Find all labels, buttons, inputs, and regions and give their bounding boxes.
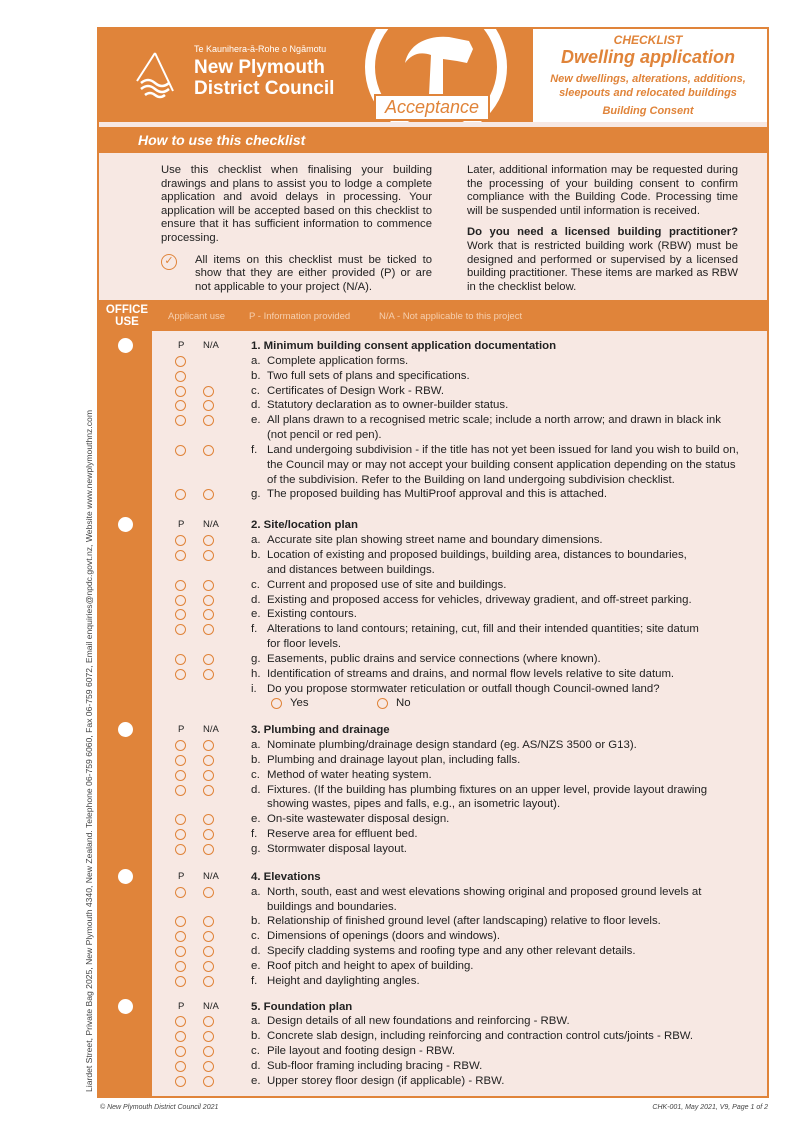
not-applicable-radio[interactable] xyxy=(203,400,214,411)
provided-radio[interactable] xyxy=(175,400,186,411)
item-letter: c. xyxy=(251,930,260,943)
item-letter: d. xyxy=(251,1059,261,1072)
checklist-section xyxy=(99,339,767,502)
checklist-item-continued xyxy=(99,563,767,578)
item-letter: f. xyxy=(251,443,258,456)
section-header xyxy=(99,339,767,354)
checklist-form xyxy=(97,27,769,1098)
provided-radio[interactable] xyxy=(175,609,186,620)
provided-radio[interactable] xyxy=(175,654,186,665)
not-applicable-radio[interactable] xyxy=(203,669,214,680)
checklist-item xyxy=(99,369,767,384)
p-column-header: P xyxy=(178,340,185,351)
p-column-header: P xyxy=(178,724,185,736)
item-text: for floor levels. xyxy=(267,638,342,651)
item-text: Land undergoing subdivision - if the title has not yet been issued for land you wish to build on, xyxy=(267,443,739,456)
checklist-item xyxy=(99,944,767,959)
not-applicable-radio[interactable] xyxy=(203,740,214,751)
item-text: Design details of all new foundations and reinforcing - RBW. xyxy=(267,1015,570,1028)
item-text: Sub-floor framing including bracing - RBW. xyxy=(267,1059,483,1072)
item-letter: h. xyxy=(251,667,261,680)
checklist-item-continued xyxy=(99,458,767,473)
item-letter: g. xyxy=(251,843,261,855)
item-letter: f. xyxy=(251,828,258,841)
checklist-section xyxy=(99,723,767,857)
item-text: Pile layout and footing design - RBW. xyxy=(267,1045,456,1058)
office-use-checkbox[interactable] xyxy=(118,722,133,737)
checklist-sections xyxy=(99,339,767,1089)
item-text: Statutory declaration as to owner-builder status. xyxy=(267,399,509,412)
item-text: North, south, east and west elevations showing original and proposed ground levels at xyxy=(267,885,702,898)
item-text: Existing and proposed access for vehicles, driveway gradient, and off-street parking. xyxy=(267,593,692,606)
not-applicable-radio[interactable] xyxy=(203,415,214,426)
item-letter: f. xyxy=(251,623,258,636)
checklist-item xyxy=(99,548,767,563)
provided-radio[interactable] xyxy=(175,415,186,426)
provided-radio[interactable] xyxy=(175,624,186,635)
section-heading: How to use this checklist xyxy=(99,127,767,153)
not-applicable-radio[interactable] xyxy=(203,1076,214,1087)
acceptance-badge: Acceptance xyxy=(374,94,490,121)
section-title: 2. Site/location plan xyxy=(251,519,358,532)
checklist-item xyxy=(99,974,767,989)
item-letter: g. xyxy=(251,652,261,665)
item-text: Nominate plumbing/drainage design standard (eg. AS/NZS 3500 or G13). xyxy=(267,739,637,752)
council-name: New Plymouth District Council xyxy=(194,57,335,99)
provided-radio[interactable] xyxy=(175,770,186,781)
checklist-item-continued xyxy=(99,473,767,488)
na-column-header: N/A xyxy=(203,340,219,351)
p-column-header: P xyxy=(178,519,185,531)
provided-radio[interactable] xyxy=(175,550,186,561)
hammer-icon xyxy=(399,33,479,95)
checklist-item xyxy=(99,753,767,768)
item-letter: e. xyxy=(251,608,261,621)
provided-radio[interactable] xyxy=(175,580,186,591)
checklist-item xyxy=(99,533,767,548)
not-applicable-radio[interactable] xyxy=(203,609,214,620)
checklist-item-continued xyxy=(99,900,767,915)
form-subtitle-1: New dwellings, alterations, additions, xyxy=(550,73,746,85)
na-column-header: N/A xyxy=(203,724,219,736)
item-letter: c. xyxy=(251,768,260,781)
section-header xyxy=(99,1000,767,1015)
item-text: Height and daylighting angles. xyxy=(267,974,420,987)
checklist-item xyxy=(99,1029,767,1044)
item-letter: a. xyxy=(251,354,261,367)
not-applicable-radio[interactable] xyxy=(203,755,214,766)
not-applicable-radio[interactable] xyxy=(203,550,214,561)
checklist-item xyxy=(99,929,767,944)
p-legend: P - Information provided xyxy=(249,311,351,322)
not-applicable-radio[interactable] xyxy=(203,829,214,840)
contact-details: Liardet Street, Private Bag 2025, New Plymouth 4340, New Zealand. Telephone 06-759 6060, Fax 06-759 6072, Email enquiries@npdc.govt.nz, Website www.newplymouthnz.com xyxy=(84,410,94,1092)
na-column-header: N/A xyxy=(203,1000,219,1012)
council-logo-icon xyxy=(135,51,175,101)
provided-radio[interactable] xyxy=(175,887,186,898)
item-text: (not pencil or red pen). xyxy=(267,429,382,442)
item-letter: b. xyxy=(251,1030,261,1043)
not-applicable-radio[interactable] xyxy=(203,931,214,942)
na-column-header: N/A xyxy=(203,519,219,531)
p-column-header: P xyxy=(178,1000,185,1012)
checklist-item xyxy=(99,1044,767,1059)
item-text: Two full sets of plans and specifications. xyxy=(267,369,470,382)
checklist-item xyxy=(99,827,767,842)
item-text: Current and proposed use of site and buildings. xyxy=(267,578,507,591)
item-text: the Council may or may not accept your building consent application depending on the status xyxy=(267,458,736,471)
not-applicable-radio[interactable] xyxy=(203,814,214,825)
section-header xyxy=(99,723,767,738)
not-applicable-radio[interactable] xyxy=(203,580,214,591)
applicant-use-label: Applicant use xyxy=(168,311,226,322)
option-label: No xyxy=(396,697,411,710)
document-reference: CHK-001, May 2021, V9, Page 1 of 2 xyxy=(652,1104,768,1111)
section-header xyxy=(99,518,767,533)
provided-radio[interactable] xyxy=(175,755,186,766)
provided-radio[interactable] xyxy=(175,814,186,825)
not-applicable-radio[interactable] xyxy=(203,624,214,635)
provided-radio[interactable] xyxy=(175,1016,186,1027)
header xyxy=(99,29,767,122)
checklist-item xyxy=(99,1074,767,1089)
form-category: Building Consent xyxy=(602,105,694,117)
item-text: Concrete slab design, including reinforcing and contraction control cuts/joints - RBW. xyxy=(267,1030,694,1043)
item-text: Easements, public drains and service connections (where known). xyxy=(267,652,601,665)
not-applicable-radio[interactable] xyxy=(203,916,214,927)
na-column-header: N/A xyxy=(203,870,219,882)
provided-radio[interactable] xyxy=(175,961,186,972)
provided-radio[interactable] xyxy=(175,785,186,796)
item-letter: d. xyxy=(251,593,261,606)
checklist-section xyxy=(99,518,767,711)
item-letter: b. xyxy=(251,369,261,382)
not-applicable-radio[interactable] xyxy=(203,946,214,957)
item-letter: c. xyxy=(251,1045,260,1058)
not-applicable-radio[interactable] xyxy=(203,445,214,456)
p-column-header: P xyxy=(178,870,185,882)
checkmark-icon: ✓ xyxy=(161,254,177,270)
item-text: Accurate site plan showing street name and boundary dimensions. xyxy=(267,534,603,547)
option-radio-no[interactable] xyxy=(377,698,388,709)
provided-radio[interactable] xyxy=(175,386,186,397)
provided-radio[interactable] xyxy=(175,489,186,500)
provided-radio[interactable] xyxy=(175,371,186,382)
checklist-section xyxy=(99,870,767,989)
not-applicable-radio[interactable] xyxy=(203,844,214,855)
office-use-checkbox[interactable] xyxy=(118,517,133,532)
checklist-item xyxy=(99,667,767,682)
office-use-checkbox[interactable] xyxy=(118,869,133,884)
item-letter: e. xyxy=(251,959,261,972)
item-letter: a. xyxy=(251,739,261,752)
item-letter: a. xyxy=(251,1015,261,1028)
item-letter: d. xyxy=(251,945,261,958)
not-applicable-radio[interactable] xyxy=(203,1061,214,1072)
item-letter: b. xyxy=(251,753,261,766)
checklist-item xyxy=(99,682,767,697)
provided-radio[interactable] xyxy=(175,356,186,367)
section-title: 5. Foundation plan xyxy=(251,1000,353,1013)
item-letter: a. xyxy=(251,885,261,898)
item-text: Upper storey floor design (if applicable) - RBW. xyxy=(267,1074,505,1087)
item-letter: f. xyxy=(251,974,258,987)
item-text: The proposed building has MultiProof approval and this is attached. xyxy=(267,488,608,501)
item-text: Relationship of finished ground level (after landscaping) relative to floor levels. xyxy=(267,915,661,928)
provided-radio[interactable] xyxy=(175,1046,186,1057)
not-applicable-radio[interactable] xyxy=(203,535,214,546)
item-letter: a. xyxy=(251,534,261,547)
item-text: Method of water heating system. xyxy=(267,768,432,781)
not-applicable-radio[interactable] xyxy=(203,770,214,781)
checklist-item xyxy=(99,652,767,667)
checklist-item xyxy=(99,593,767,608)
item-letter: b. xyxy=(251,548,261,561)
checklist-item xyxy=(99,1059,767,1074)
checklist-item xyxy=(99,622,767,637)
checklist-item xyxy=(99,885,767,900)
item-text: Dimensions of openings (doors and windows). xyxy=(267,930,500,943)
checklist-item xyxy=(99,842,767,857)
provided-radio[interactable] xyxy=(175,1061,186,1072)
provided-radio[interactable] xyxy=(175,740,186,751)
checklist-item xyxy=(99,578,767,593)
item-text: Reserve area for effluent bed. xyxy=(267,828,418,841)
council-maori-name: Te Kaunihera-ā-Rohe o Ngāmotu xyxy=(194,44,327,54)
checklist-item xyxy=(99,384,767,399)
na-legend: N/A - Not applicable to this project xyxy=(379,311,523,322)
checklist-item xyxy=(99,443,767,458)
item-text: Complete application forms. xyxy=(267,354,409,367)
not-applicable-radio[interactable] xyxy=(203,961,214,972)
checklist-item-continued xyxy=(99,797,767,812)
item-text: Stormwater disposal layout. xyxy=(267,843,407,855)
checklist-item xyxy=(99,487,767,502)
item-letter: i. xyxy=(251,682,257,695)
not-applicable-radio[interactable] xyxy=(203,1016,214,1027)
checklist-item xyxy=(99,812,767,827)
intro-left: Use this checklist when finalising your building drawings and plans to assist you to lodge a complete application and avoid delays in processing. Your application will be accepted based on this checklist to ensure that it has sufficient information to commence processing. ✓ All items on this checklist must be ticked to show that they are either provided (P) or are not applicable to your project (N/A). xyxy=(161,164,432,293)
item-letter: g. xyxy=(251,488,261,501)
item-letter: e. xyxy=(251,813,261,826)
option-radio-yes[interactable] xyxy=(271,698,282,709)
section-title: 3. Plumbing and drainage xyxy=(251,724,390,737)
item-text: showing wastes, pipes and falls, e.g., an isometric layout). xyxy=(267,798,561,811)
provided-radio[interactable] xyxy=(175,1076,186,1087)
item-text: All plans drawn to a recognised metric scale; include a north arrow; and drawn in black ink xyxy=(267,414,721,427)
item-text: Identification of streams and drains, and normal flow levels relative to site datum. xyxy=(267,667,675,680)
checklist-item xyxy=(99,959,767,974)
item-text: buildings and boundaries. xyxy=(267,900,397,913)
item-letter: c. xyxy=(251,578,260,591)
checklist-item-continued xyxy=(99,637,767,652)
not-applicable-radio[interactable] xyxy=(203,654,214,665)
item-text: Existing contours. xyxy=(267,608,357,621)
item-text: Specify cladding systems and roofing type and any other relevant details. xyxy=(267,945,636,958)
provided-radio[interactable] xyxy=(175,931,186,942)
intro-right: Later, additional information may be requested during the processing of your building consent to confirm compliance with the Building Code. Processing time will be suspended until information is received. Do you need a licensed building practitioner? Work that is restricted building work (RBW) must be designed and performed or supervised by a licensed building practitioner. These items are marked as RBW in the checklist below. xyxy=(467,164,738,293)
checklist-item xyxy=(99,413,767,428)
item-text: Certificates of Design Work - RBW. xyxy=(267,384,445,397)
checklist-item xyxy=(99,783,767,798)
not-applicable-radio[interactable] xyxy=(203,489,214,500)
item-text: Do you propose stormwater reticulation or outfall though Council-owned land? xyxy=(267,682,660,695)
provided-radio[interactable] xyxy=(175,946,186,957)
item-text: Alterations to land contours; retaining, cut, fill and their intended quantities; site datum xyxy=(267,623,699,636)
not-applicable-radio[interactable] xyxy=(203,976,214,987)
item-text: Plumbing and drainage layout plan, including falls. xyxy=(267,753,521,766)
item-text: Fixtures. (If the building has plumbing fixtures on an upper level, provide layout drawing xyxy=(267,783,708,796)
provided-radio[interactable] xyxy=(175,976,186,987)
option-row xyxy=(99,696,767,711)
not-applicable-radio[interactable] xyxy=(203,1031,214,1042)
section-header xyxy=(99,870,767,885)
provided-radio[interactable] xyxy=(175,535,186,546)
provided-radio[interactable] xyxy=(175,445,186,456)
not-applicable-radio[interactable] xyxy=(203,595,214,606)
checklist-item xyxy=(99,354,767,369)
provided-radio[interactable] xyxy=(175,595,186,606)
not-applicable-radio[interactable] xyxy=(203,887,214,898)
form-subtitle-2: sleepouts and relocated buildings xyxy=(559,87,737,99)
provided-radio[interactable] xyxy=(175,916,186,927)
copyright: © New Plymouth District Council 2021 xyxy=(100,1104,219,1111)
checklist-label: CHECKLIST xyxy=(613,33,683,47)
office-use-label: OFFICE USE xyxy=(105,304,149,328)
provided-radio[interactable] xyxy=(175,844,186,855)
item-letter: d. xyxy=(251,783,261,796)
not-applicable-radio[interactable] xyxy=(203,785,214,796)
form-title: Dwelling application xyxy=(560,47,735,67)
item-text: and distances between buildings. xyxy=(267,563,435,576)
checklist-section xyxy=(99,1000,767,1089)
option-label: Yes xyxy=(290,697,309,710)
item-letter: b. xyxy=(251,915,261,928)
item-text: Location of existing and proposed buildings, building area, distances to boundaries, xyxy=(267,548,687,561)
item-text: of the subdivision. Refer to the Building on land undergoing subdivision checklist. xyxy=(267,473,675,486)
checklist-item-continued xyxy=(99,428,767,443)
checklist-item xyxy=(99,1014,767,1029)
item-text: On-site wastewater disposal design. xyxy=(267,813,450,826)
item-text: Roof pitch and height to apex of building. xyxy=(267,959,474,972)
checklist-item xyxy=(99,738,767,753)
checklist-item xyxy=(99,914,767,929)
checklist-item xyxy=(99,607,767,622)
checklist-item xyxy=(99,768,767,783)
office-use-checkbox[interactable] xyxy=(118,338,133,353)
item-letter: e. xyxy=(251,1074,261,1087)
item-letter: e. xyxy=(251,414,261,427)
legend-bar xyxy=(99,300,767,331)
not-applicable-radio[interactable] xyxy=(203,1046,214,1057)
section-title: 4. Elevations xyxy=(251,870,321,883)
item-letter: c. xyxy=(251,384,260,397)
section-title: 1. Minimum building consent application documentation xyxy=(251,340,557,352)
provided-radio[interactable] xyxy=(175,1031,186,1042)
provided-radio[interactable] xyxy=(175,669,186,680)
not-applicable-radio[interactable] xyxy=(203,386,214,397)
provided-radio[interactable] xyxy=(175,829,186,840)
item-letter: d. xyxy=(251,399,261,412)
checklist-item xyxy=(99,398,767,413)
office-use-checkbox[interactable] xyxy=(118,999,133,1014)
